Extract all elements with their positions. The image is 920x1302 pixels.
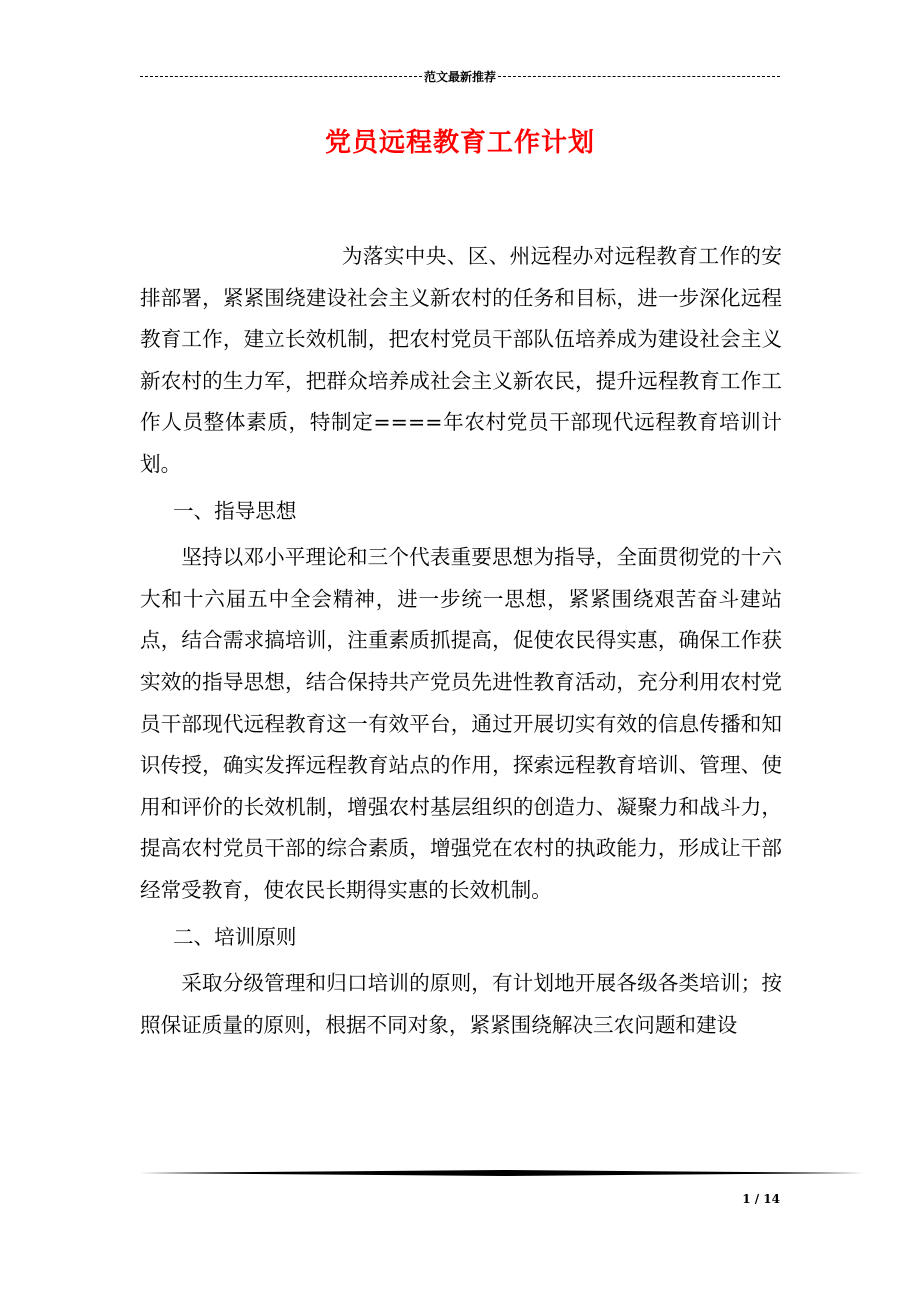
- paragraph-guiding-ideology: 坚持以邓小平理论和三个代表重要思想为指导，全面贯彻党的十六大和十六届五中全会精神，进一步统一思想，紧紧围绕艰苦奋斗建站点，结合需求搞培训，注重素质抓提高，促使农民得实惠，确保工作获实效的指导思想，结合保持共产党员先进性教育活动，充分利用农村党员干部现代远程教育这一有效平台，通过开展切实有效的信息传播和知识传授，确实发挥远程教育站点的作用，探索远程教育培训、管理、使用和评价的长效机制，增强农村基层组织的创造力、凝聚力和战斗力，提高农村党员干部的综合素质，增强党在农村的执政能力，形成让干部经常受教育，使农民长期得实惠的长效机制。: [140, 545, 782, 902]
- header-dash-right: [498, 76, 780, 77]
- section-heading-guiding-ideology: 一、指导思想: [172, 498, 297, 523]
- section-heading-training-principles: 二、培训原则: [172, 924, 297, 949]
- footer-rule: [140, 1170, 864, 1176]
- page-number: 1 / 14: [742, 1192, 780, 1206]
- document-body: [140, 236, 782, 1051]
- document-title: 党员远程教育工作计划: [324, 128, 595, 158]
- header-label: 范文最新推荐: [424, 69, 497, 84]
- header-dash-left: [140, 76, 422, 77]
- paragraph-training-principles: 采取分级管理和归口培训的原则，有计划地开展各级各类培训；按照保证质量的原则，根据不同对象，紧紧围绕解决三农问题和建设: [140, 971, 782, 1037]
- page-header: [140, 66, 780, 86]
- paragraph-intro: 为落实中央、区、州远程办对远程教育工作的安排部署，紧紧围绕建设社会主义新农村的任务和目标，进一步深化远程教育工作，建立长效机制，把农村党员干部队伍培养成为建设社会主义新农村的生力军，把群众培养成社会主义新农民，提升远程教育工作工作人员整体素质，特制定====年农村党员干部现代远程教育培训计划。: [140, 244, 782, 476]
